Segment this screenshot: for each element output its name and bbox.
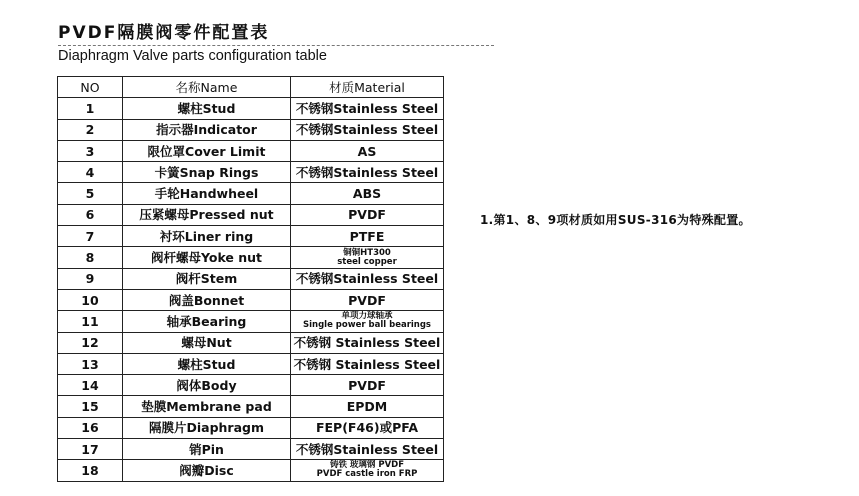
part-name: 限位罩Cover Limit <box>123 140 291 161</box>
part-name: 螺柱Stud <box>123 353 291 374</box>
part-material-line2: Single power ball bearings <box>303 320 431 331</box>
part-number: 3 <box>58 140 123 161</box>
part-name: 螺母Nut <box>123 332 291 353</box>
part-name: 手轮Handwheel <box>123 183 291 204</box>
parts-table <box>57 76 444 482</box>
part-number: 15 <box>58 396 123 417</box>
part-material: FEP(F46)或PFA <box>291 417 444 438</box>
part-material: PTFE <box>291 226 444 247</box>
part-name: 阀瓣Disc <box>123 460 291 481</box>
table-row <box>58 268 444 289</box>
table-row <box>58 460 444 481</box>
part-material <box>291 247 444 268</box>
page-title: PVDF隔膜阀零件配置表 <box>58 23 270 43</box>
table-row <box>58 247 444 268</box>
part-name: 轴承Bearing <box>123 311 291 332</box>
part-number: 8 <box>58 247 123 268</box>
part-name: 垫膜Membrane pad <box>123 396 291 417</box>
table-row <box>58 289 444 310</box>
part-material: AS <box>291 140 444 161</box>
part-material: 不锈钢 Stainless Steel <box>291 353 444 374</box>
part-number: 17 <box>58 439 123 460</box>
part-name: 衬环Liner ring <box>123 226 291 247</box>
header-material: 材质Material <box>291 77 444 98</box>
part-material-line2: PVDF castle iron FRP <box>316 469 418 480</box>
part-number: 9 <box>58 268 123 289</box>
part-material-line1: 铸铁 玻璃钢 PVDF <box>329 460 405 471</box>
part-name: 隔膜片Diaphragm <box>123 417 291 438</box>
part-material: EPDM <box>291 396 444 417</box>
part-number: 12 <box>58 332 123 353</box>
part-name: 阀盖Bonnet <box>123 289 291 310</box>
part-material <box>291 311 444 332</box>
part-name: 阀杆Stem <box>123 268 291 289</box>
part-material: PVDF <box>291 289 444 310</box>
part-material-line1: 单项力球轴承 <box>341 311 393 322</box>
part-number: 2 <box>58 119 123 140</box>
part-name: 销Pin <box>123 439 291 460</box>
part-number: 16 <box>58 417 123 438</box>
part-material: 不锈钢Stainless Steel <box>291 98 444 119</box>
part-material: 不锈钢Stainless Steel <box>291 162 444 183</box>
part-number: 7 <box>58 226 123 247</box>
part-name: 阀杆螺母Yoke nut <box>123 247 291 268</box>
table-header-row <box>58 77 444 98</box>
part-material-line1: 铜铜HT300 <box>343 247 391 258</box>
table-row <box>58 375 444 396</box>
part-name: 指示器Indicator <box>123 119 291 140</box>
part-number: 11 <box>58 311 123 332</box>
part-name: 卡簧Snap Rings <box>123 162 291 183</box>
table-row <box>58 140 444 161</box>
part-material: PVDF <box>291 204 444 225</box>
part-material: PVDF <box>291 375 444 396</box>
header-no: NO <box>58 77 123 98</box>
header-name: 名称Name <box>123 77 291 98</box>
parts-table-body <box>58 98 444 481</box>
part-material <box>291 460 444 481</box>
table-row <box>58 332 444 353</box>
table-row <box>58 183 444 204</box>
table-row <box>58 353 444 374</box>
table-row <box>58 119 444 140</box>
page-subtitle: Diaphragm Valve parts configuration table <box>58 48 327 64</box>
table-row <box>58 226 444 247</box>
part-number: 14 <box>58 375 123 396</box>
part-material: 不锈钢Stainless Steel <box>291 268 444 289</box>
part-material: ABS <box>291 183 444 204</box>
table-row <box>58 98 444 119</box>
part-material: 不锈钢 Stainless Steel <box>291 332 444 353</box>
title-divider <box>58 45 494 46</box>
part-material-line2: steel copper <box>337 256 397 267</box>
part-material: 不锈钢Stainless Steel <box>291 119 444 140</box>
table-row <box>58 439 444 460</box>
table-row <box>58 311 444 332</box>
table-row <box>58 417 444 438</box>
part-number: 18 <box>58 460 123 481</box>
part-name: 阀体Body <box>123 375 291 396</box>
table-row <box>58 204 444 225</box>
part-number: 5 <box>58 183 123 204</box>
table-row <box>58 162 444 183</box>
part-number: 4 <box>58 162 123 183</box>
part-number: 6 <box>58 204 123 225</box>
part-material: 不锈钢Stainless Steel <box>291 439 444 460</box>
part-name: 压紧螺母Pressed nut <box>123 204 291 225</box>
table-row <box>58 396 444 417</box>
part-number: 13 <box>58 353 123 374</box>
configuration-note: 1.第1、8、9项材质如用SUS-316为特殊配置。 <box>480 213 751 227</box>
part-number: 10 <box>58 289 123 310</box>
part-number: 1 <box>58 98 123 119</box>
part-name: 螺柱Stud <box>123 98 291 119</box>
